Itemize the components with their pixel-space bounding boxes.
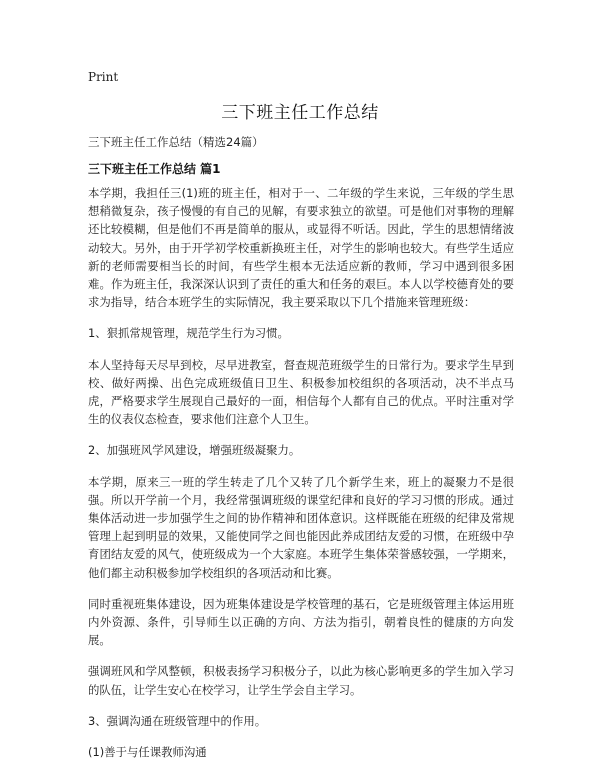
list-subitem: (1)善于与任课教师沟通 [88,745,207,760]
document-subtitle: 三下班主任工作总结（精选24篇） [88,135,264,149]
page-title: 三下班主任工作总结 [221,103,379,123]
paragraph: 强调班风和学风整顿，积极表扬学习积极分子，以此为核心影响更多的学生加入学习的队伍，让学生安心在校学习，让学生学会自主学习。 [88,664,514,697]
document-body [88,184,514,774]
paragraph: 本学期，原来三一班的学生转走了几个又转了几个新学生来，班上的凝聚力不是很强。所以开学前一个月，我经常强调班级的课堂纪律和良好的学习习惯的形成。通过集体活动进一步加强学生之间的协作精神和团体意识。这样既能在班级的纪律及常规管理上起到明显的效果，又能使同学之间也能因此养成团结友爱的习惯，在班级中孕育团结友爱的风气，使班级成为一个大家庭。本班学生集体荣誉感较强，一学期来，他们都主动积极参加学校组织的各项活动和比赛。 [88,474,514,580]
list-item-heading: 1、狠抓常规管理，规范学生行为习惯。 [88,326,289,341]
paragraph: 同时重视班集体建设，因为班集体建设是学校管理的基石，它是班级管理主体运用班内外资源、条件，引导师生以正确的方向、方法为指引，朝着良性的健康的方向发展。 [88,596,514,648]
paragraph-intro: 本学期，我担任三(1)班的班主任，相对于一、二年级的学生来说，三年级的学生思想稍微复杂，孩子慢慢的有自己的见解，有要求独立的欲望。可是他们对事物的理解还比较模糊，但是他们不再是简单的服从，或显得不听话。因此，学生的思想情绪波动较大。另外，由于开学初学校重新换班主任，对学生的影响也较大。有些学生适应新的老师需要相当长的时间，有些学生根本无法适应新的教师，学习中遇到很多困难。作为班主任，我深深认识到了责任的重大和任务的艰巨。本人以学校德育处的要求为指导，结合本班学生的实际情况，我主要采取以下几个措施来管理班级： [88,186,514,310]
print-label[interactable]: Print [88,70,119,84]
list-item-heading: 3、强调沟通在班级管理中的作用。 [88,713,267,728]
paragraph: 本人坚持每天尽早到校，尽早进教室，督查规范班级学生的日常行为。要求学生早到校、做好两操、出色完成班级值日卫生、积极参加校组织的各项活动，决不半点马虎，严格要求学生展现自己最好的一面，相信每个人都有自己的优点。平时注重对学生的仪表仪态检查，要求他们注意个人卫生。 [88,357,514,427]
section-heading: 三下班主任工作总结 篇1 [88,162,221,176]
list-item-heading: 2、加强班风学风建设，增强班级凝聚力。 [88,443,301,458]
